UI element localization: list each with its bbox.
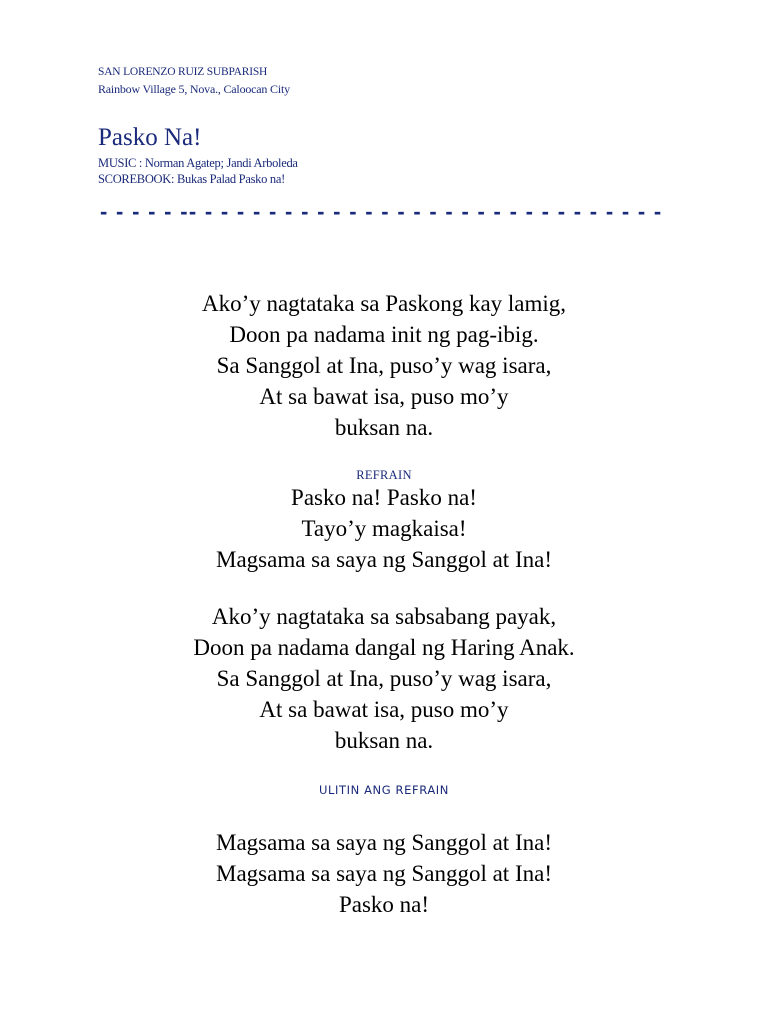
parish-name: SAN LORENZO RUIZ SUBPARISH — [98, 66, 268, 78]
song-credits — [98, 155, 298, 187]
refrain-label: REFRAIN — [356, 468, 412, 482]
lyric-line: Doon pa nadama init ng pag-ibig. — [229, 322, 539, 347]
lyric-line: At sa bawat isa, puso mo’y — [259, 697, 509, 722]
refrain — [0, 482, 768, 575]
verse-2 — [0, 601, 768, 756]
lyric-line: Pasko na! — [338, 892, 430, 917]
ending — [0, 827, 768, 920]
music-credit: MUSIC : Norman Agatep; Jandi Arboleda — [98, 156, 298, 170]
lyric-line: At sa bawat isa, puso mo’y — [259, 384, 509, 409]
lyric-line: Magsama sa saya ng Sanggol at Ina! — [216, 830, 552, 855]
dashed-divider: - - - - - -- - - - - - - - - - - - - - - - - - - - - - - - - - - - - - — [100, 199, 663, 224]
lyric-line: Doon pa nadama dangal ng Haring Anak. — [193, 635, 575, 660]
parish-header — [98, 64, 290, 98]
parish-address: Rainbow Village 5, Nova., Caloocan City — [98, 82, 290, 96]
lyric-line: Magsama sa saya ng Sanggol at Ina! — [216, 547, 552, 572]
lyric-line: Ako’y nagtataka sa Paskong kay lamig, — [201, 291, 567, 316]
song-title: Pasko Na! — [98, 124, 202, 151]
lyric-line: buksan na. — [334, 415, 434, 440]
lyric-line: Pasko na! Pasko na! — [291, 485, 477, 510]
lyric-line: Tayo’y magkaisa! — [301, 516, 467, 541]
lyric-line: Ako’y nagtataka sa sabsabang payak, — [211, 604, 557, 629]
verse-1 — [0, 288, 768, 443]
lyric-line: Sa Sanggol at Ina, puso’y wag isara, — [216, 353, 552, 378]
lyric-line: Sa Sanggol at Ina, puso’y wag isara, — [216, 666, 552, 691]
scorebook-credit: SCOREBOOK: Bukas Palad Pasko na! — [98, 172, 285, 186]
repeat-refrain-label: ULITIN ANG REFRAIN — [319, 783, 449, 797]
lyric-line: buksan na. — [334, 728, 434, 753]
lyric-line: Magsama sa saya ng Sanggol at Ina! — [216, 861, 552, 886]
